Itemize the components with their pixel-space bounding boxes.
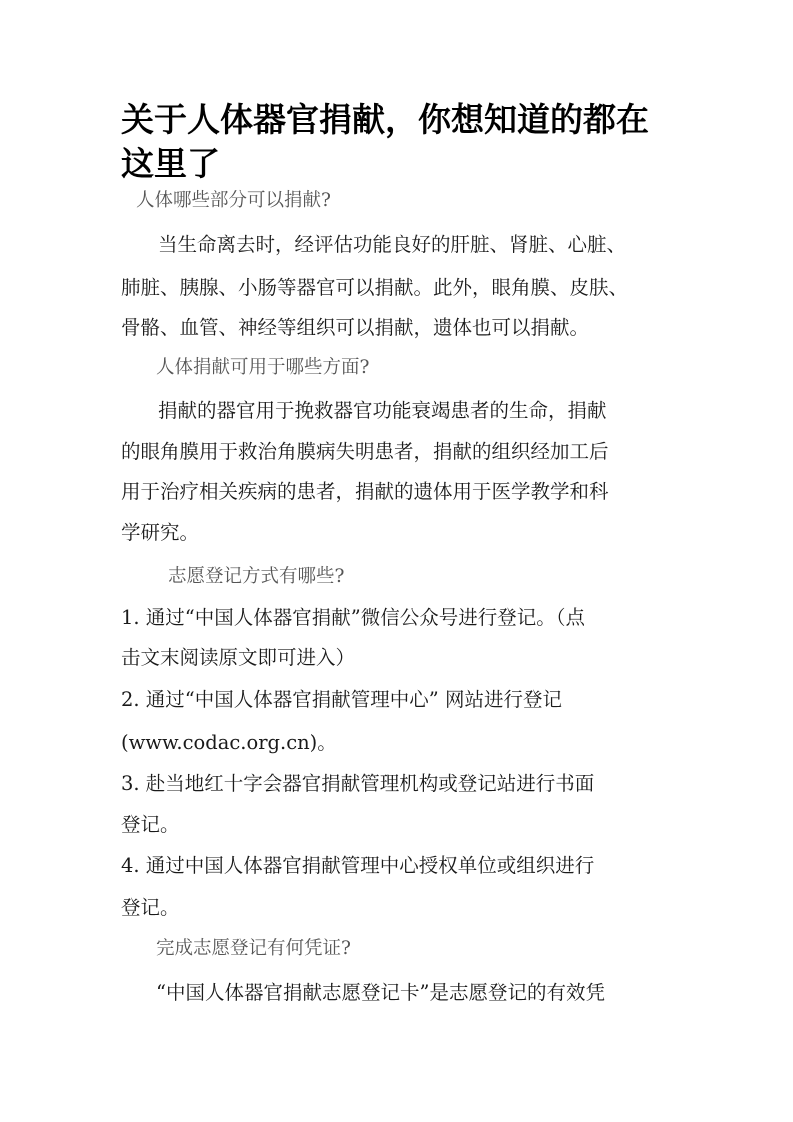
paragraph-line: 骨骼、血管、神经等组织可以捐献，遗体也可以捐献。 [121, 316, 590, 339]
paragraph-line: 当生命离去时，经评估功能良好的肝脏、肾脏、心脏、 [158, 233, 627, 256]
list-item-line: 4. 通过中国人体器官捐献管理中心授权单位或组织进行 [121, 854, 595, 877]
section-heading-certificate: 完成志愿登记有何凭证? [156, 938, 351, 959]
list-item-line: 2. 通过“中国人体器官捐献管理中心” 网站进行登记 [121, 688, 562, 711]
list-item-line: 击文末阅读原文即可进入） [121, 646, 356, 669]
paragraph-line: 捐献的器官用于挽救器官功能衰竭患者的生命，捐献 [158, 399, 607, 422]
document-title: 关于人体器官捐献，你想知道的都在这里了 [121, 100, 649, 183]
list-item-line: 3. 赴当地红十字会器官捐献管理机构或登记站进行书面 [121, 772, 595, 795]
paragraph-line: 用于治疗相关疾病的患者，捐献的遗体用于医学教学和科 [121, 480, 609, 503]
list-item-line: 1. 通过“中国人体器官捐献”微信公众号进行登记。（点 [121, 606, 585, 629]
paragraph-line: 的眼角膜用于救治角膜病失明患者，捐献的组织经加工后 [121, 440, 609, 463]
paragraph-line: “中国人体器官捐献志愿登记卡”是志愿登记的有效凭 [156, 981, 605, 1004]
list-item-line: (www.codac.org.cn)。 [121, 731, 337, 754]
list-item-line: 登记。 [121, 813, 180, 836]
section-heading-donatable-parts: 人体哪些部分可以捐献? [136, 190, 331, 211]
list-item-line: 登记。 [121, 896, 180, 919]
section-heading-uses: 人体捐献可用于哪些方面? [156, 357, 370, 378]
section-heading-registration-methods: 志愿登记方式有哪些? [168, 566, 345, 587]
paragraph-line: 肺脏、胰腺、小肠等器官可以捐献。此外，眼角膜、皮肤、 [121, 276, 629, 299]
paragraph-line: 学研究。 [121, 521, 200, 544]
